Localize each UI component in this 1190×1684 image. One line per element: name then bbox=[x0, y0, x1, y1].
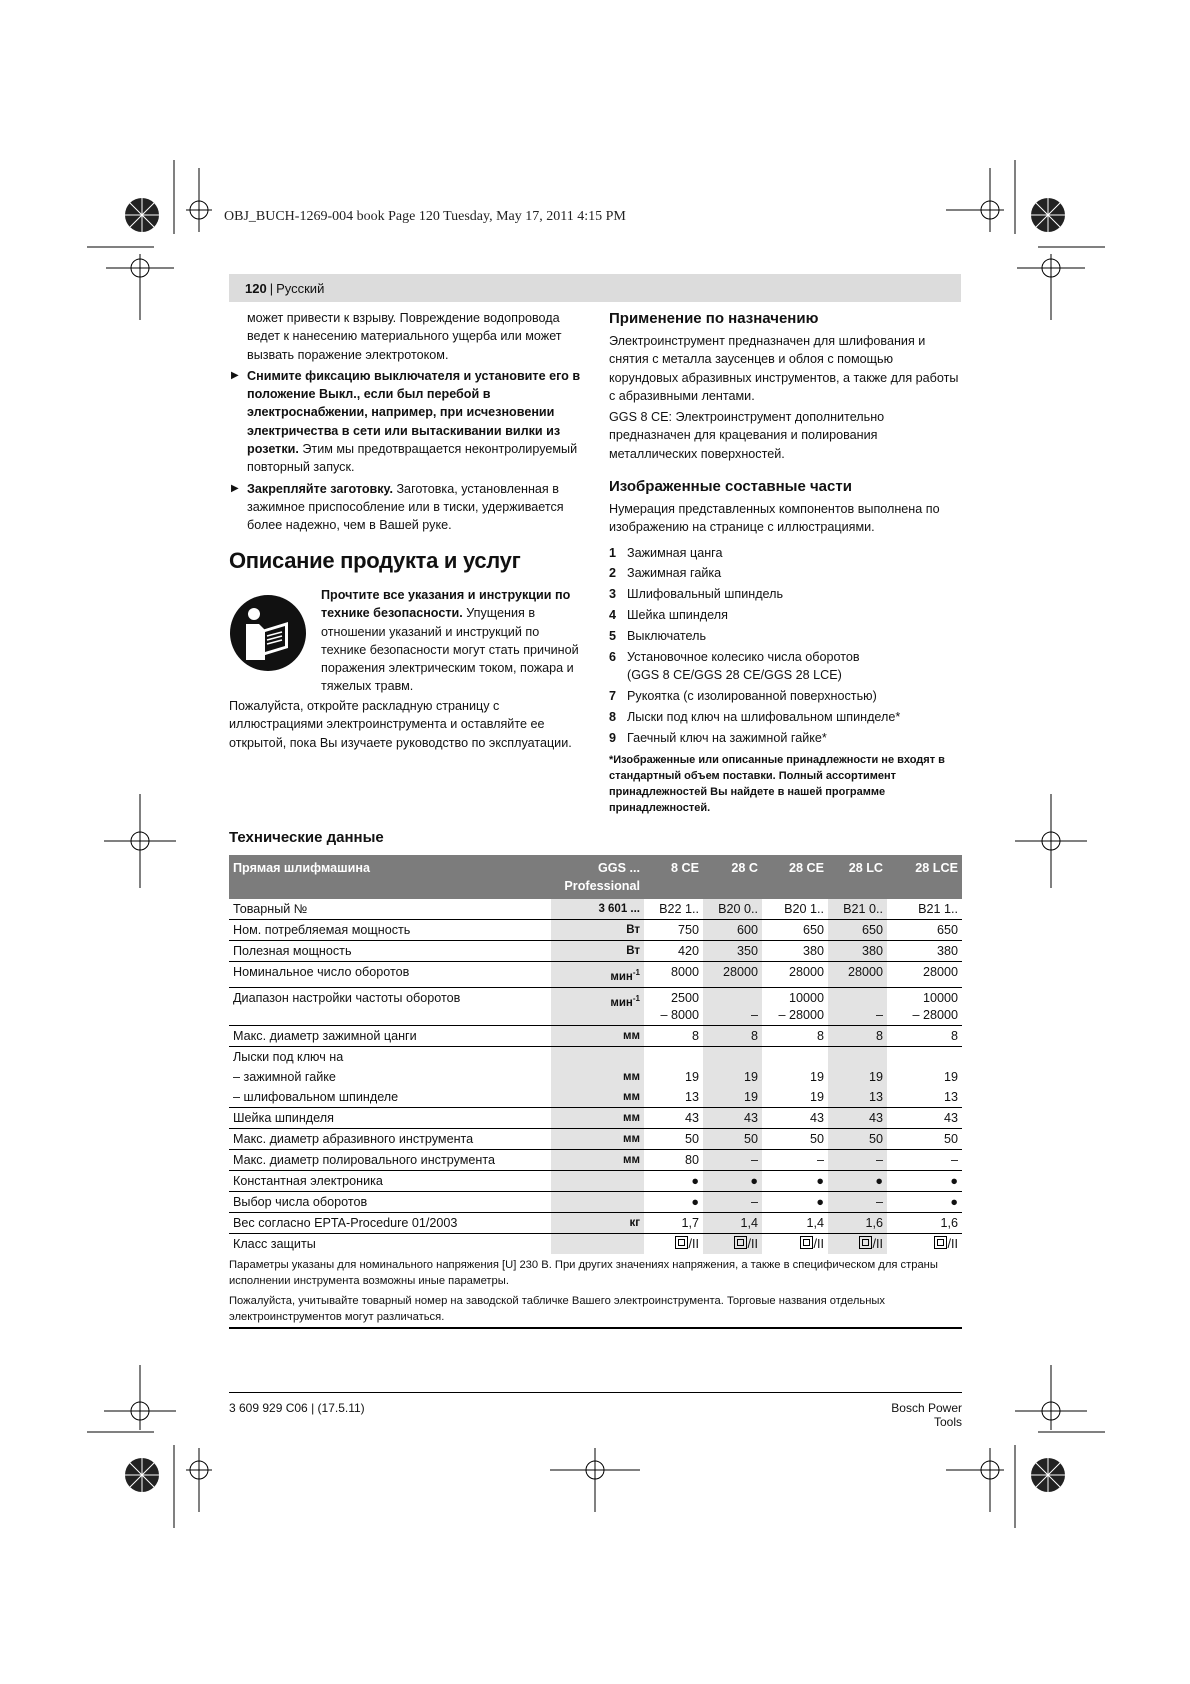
tech-header-label: Прямая шлифмашина bbox=[229, 855, 551, 899]
tech-header-model: 28 LC bbox=[828, 855, 887, 899]
tech-row-unit bbox=[551, 962, 644, 988]
tech-value: 750 bbox=[644, 920, 703, 941]
component-label: Гаечный ключ на зажимной гайке* bbox=[627, 731, 827, 746]
tech-header-model: 28 LCE bbox=[887, 855, 962, 899]
tech-value bbox=[644, 1233, 703, 1254]
tech-value: 650 bbox=[762, 920, 828, 941]
tech-value: 50 bbox=[887, 1128, 962, 1149]
tech-value: – bbox=[703, 1191, 762, 1212]
tech-unit-exponent: -1 bbox=[632, 993, 640, 1003]
tech-row bbox=[229, 1067, 962, 1087]
tech-value bbox=[828, 1046, 887, 1067]
tech-row-unit bbox=[551, 1107, 644, 1128]
tech-value-text: 10000 bbox=[788, 990, 824, 1005]
tech-note-article-number: Пожалуйста, учитывайте товарный номер на заводской табличке Вашего электроинструмента. Торговые названия отдельных электроинструментов могут различаться. bbox=[229, 1295, 886, 1323]
tech-row bbox=[229, 962, 962, 988]
components-intro: Нумерация представленных компонентов выполнена по изображению на странице с иллюстрациями. bbox=[609, 502, 940, 535]
tech-row bbox=[229, 1170, 962, 1191]
intro-text: может привести к взрыву. Повреждение водопровода ведет к нанесению материального ущерба или может вызвать поражение электротоком. bbox=[247, 311, 562, 362]
tech-row-unit bbox=[551, 1233, 644, 1254]
component-item bbox=[609, 686, 963, 707]
tech-value: 380 bbox=[762, 941, 828, 962]
component-number: 4 bbox=[609, 608, 617, 623]
tech-table-header bbox=[229, 855, 962, 899]
tech-value-text-2: – 28000 bbox=[778, 1007, 824, 1022]
tech-value: ● bbox=[762, 1191, 828, 1212]
tech-value: ● bbox=[703, 1170, 762, 1191]
component-number: 9 bbox=[609, 731, 617, 746]
tech-value: – bbox=[703, 1149, 762, 1170]
tech-row-unit bbox=[551, 1212, 644, 1233]
component-label: Зажимная гайка bbox=[627, 566, 722, 581]
tech-row-label: Выбор числа оборотов bbox=[229, 1191, 551, 1212]
fold-out-page-note: Пожалуйста, откройте раскладную страницу с иллюстрациями электроинструмента и оставляйте ее открытой, пока Вы изучаете руководство по эксплуатации. bbox=[229, 699, 572, 750]
component-label: Шейка шпинделя bbox=[627, 608, 728, 623]
component-label: Зажимная цанга bbox=[627, 545, 723, 560]
tech-header-model: 28 C bbox=[703, 855, 762, 899]
tech-value: 28000 bbox=[703, 962, 762, 988]
tech-data-table bbox=[229, 855, 962, 1254]
component-item bbox=[609, 584, 963, 605]
tech-row-unit bbox=[551, 899, 644, 920]
tech-unit-text: 3 601 ... bbox=[598, 903, 640, 915]
tech-value: – bbox=[828, 1149, 887, 1170]
tech-value-text-2: – 8000 bbox=[660, 1007, 699, 1022]
protection-class-icon bbox=[859, 1236, 872, 1249]
tech-value: B21 0.. bbox=[828, 899, 887, 920]
tech-value: 28000 bbox=[887, 962, 962, 988]
tech-value: 380 bbox=[828, 941, 887, 962]
tech-value: 1,7 bbox=[644, 1212, 703, 1233]
tech-value: 8000 bbox=[644, 962, 703, 988]
language-label: Русский bbox=[276, 281, 325, 296]
section-title: Описание продукта и услуг bbox=[229, 548, 521, 573]
component-item bbox=[609, 707, 963, 728]
tech-value-text: 2500 bbox=[670, 990, 699, 1005]
read-manual-icon bbox=[229, 594, 307, 672]
tech-row bbox=[229, 987, 962, 1025]
tech-unit-text: мм bbox=[622, 1070, 640, 1083]
tech-value: 8 bbox=[887, 1025, 962, 1046]
tech-row bbox=[229, 1046, 962, 1067]
footer-rule bbox=[229, 1392, 962, 1393]
tech-value-text: /II bbox=[747, 1236, 758, 1251]
tech-value-text: /II bbox=[872, 1236, 883, 1251]
tech-note-voltage: Параметры указаны для номинального напряжения [U] 230 В. При других значениях напряжения, а также в специфическом для страны исполнении инструмента возможны иные параметры. bbox=[229, 1259, 938, 1287]
tech-row-label: Лыски под ключ на bbox=[233, 1049, 344, 1064]
tech-value bbox=[703, 1233, 762, 1254]
left-column bbox=[229, 309, 581, 535]
tech-unit-text: мин bbox=[610, 970, 633, 983]
tech-row-label: Полезная мощность bbox=[229, 941, 551, 962]
tech-value: B20 0.. bbox=[703, 899, 762, 920]
tech-row bbox=[229, 1025, 962, 1046]
tech-value: 13 bbox=[887, 1087, 962, 1108]
safety-warning-text: Упущения в отношении указаний и инструкций по технике безопасности могут стать причиной поражения электрическим током, пожара и тяжелых травм. bbox=[321, 606, 579, 694]
tech-value: ● bbox=[887, 1191, 962, 1212]
tech-row-unit bbox=[551, 1025, 644, 1046]
tech-value bbox=[828, 987, 887, 1025]
tech-value bbox=[762, 1233, 828, 1254]
tech-row-label: – шлифовальном шпинделе bbox=[229, 1087, 551, 1108]
tech-value-text-2: – bbox=[875, 1007, 883, 1022]
tech-value: 19 bbox=[703, 1067, 762, 1087]
tech-row-label: Ном. потребляемая мощность bbox=[229, 920, 551, 941]
bullet-workpiece-bold: Закрепляйте заготовку. bbox=[247, 481, 393, 496]
tech-value: 28000 bbox=[828, 962, 887, 988]
safety-warning-bold: Прочтите все указания и инструкции по технике безопасности. bbox=[321, 588, 571, 621]
tech-value: ● bbox=[828, 1170, 887, 1191]
tech-notes bbox=[229, 1257, 962, 1329]
tech-value: 8 bbox=[762, 1025, 828, 1046]
tech-row-unit bbox=[551, 1067, 644, 1087]
tech-value: ● bbox=[887, 1170, 962, 1191]
tech-data-title: Технические данные bbox=[229, 829, 384, 846]
protection-class-icon bbox=[734, 1236, 747, 1249]
tech-header-series: GGS ... bbox=[598, 861, 640, 875]
tech-value: 43 bbox=[828, 1107, 887, 1128]
tech-value bbox=[828, 1233, 887, 1254]
tech-value: 19 bbox=[684, 1069, 699, 1084]
page-number: 120 bbox=[245, 281, 267, 296]
bullet-arrow-icon: ▶ bbox=[231, 369, 239, 381]
tech-row-unit bbox=[551, 941, 644, 962]
tech-value: B20 1.. bbox=[762, 899, 828, 920]
tech-value: 19 bbox=[762, 1087, 828, 1108]
bullet-switch-text: Этим мы предотвращается неконтролируемый повторный запуск. bbox=[247, 442, 578, 475]
tech-value: 19 bbox=[828, 1067, 887, 1087]
tech-value: 19 bbox=[943, 1069, 958, 1084]
tech-value-text: /II bbox=[947, 1236, 958, 1251]
tech-unit-text: Вт bbox=[626, 924, 640, 936]
tech-value: 43 bbox=[703, 1107, 762, 1128]
tech-value: 19 bbox=[703, 1087, 762, 1108]
tech-value bbox=[703, 987, 762, 1025]
tech-row-label: Товарный № bbox=[229, 899, 551, 920]
tech-value: 50 bbox=[762, 1128, 828, 1149]
tech-value-text-2: – bbox=[750, 1007, 758, 1022]
bullet-arrow-icon: ▶ bbox=[231, 482, 239, 494]
tech-header-unit bbox=[551, 855, 644, 899]
tech-row bbox=[229, 1191, 962, 1212]
footer-brand: Bosch Power Tools bbox=[891, 1401, 962, 1429]
tech-value: 420 bbox=[644, 941, 703, 962]
tech-value-text: /II bbox=[813, 1236, 824, 1251]
tech-row bbox=[229, 1087, 962, 1108]
component-number: 1 bbox=[609, 545, 617, 560]
tech-row-unit bbox=[551, 1128, 644, 1149]
tech-notes-rule bbox=[229, 1327, 962, 1329]
protection-class-icon bbox=[800, 1236, 813, 1249]
tech-value bbox=[703, 1046, 762, 1067]
tech-value: 1,6 bbox=[828, 1212, 887, 1233]
print-slug: OBJ_BUCH-1269-004 book Page 120 Tuesday, May 17, 2011 4:15 PM bbox=[224, 209, 626, 224]
intended-use-title: Применение по назначению bbox=[609, 310, 819, 327]
tech-unit-text: кг bbox=[629, 1216, 640, 1229]
tech-value bbox=[644, 987, 703, 1025]
tech-row-label: Макс. диаметр полировального инструмента bbox=[229, 1149, 551, 1170]
tech-value: 13 bbox=[828, 1087, 887, 1108]
tech-value: 28000 bbox=[762, 962, 828, 988]
accessories-footnote: *Изображенные или описанные принадлежности не входят в стандартный объем поставки. Полный ассортимент принадлежностей Вы найдете в нашей программе принадлежностей. bbox=[609, 753, 945, 814]
tech-value: 8 bbox=[644, 1025, 703, 1046]
tech-row bbox=[229, 1107, 962, 1128]
tech-value-text: /II bbox=[688, 1236, 699, 1251]
tech-value bbox=[887, 1233, 962, 1254]
tech-row-unit bbox=[551, 1087, 644, 1108]
component-sublabel: (GGS 8 CE/GGS 28 CE/GGS 28 LCE) bbox=[627, 668, 842, 683]
tech-value: B21 1.. bbox=[887, 899, 962, 920]
component-label: Выключатель bbox=[627, 628, 707, 643]
page-number-label bbox=[245, 281, 324, 296]
tech-value: 1,4 bbox=[762, 1212, 828, 1233]
bullet-switch bbox=[229, 367, 581, 477]
tech-row bbox=[229, 899, 962, 920]
component-item bbox=[609, 543, 963, 564]
header-separator: | bbox=[269, 281, 274, 296]
component-item bbox=[609, 563, 963, 584]
tech-row-label: Вес согласно EPTA-Procedure 01/2003 bbox=[229, 1212, 551, 1233]
tech-value: 80 bbox=[644, 1149, 703, 1170]
tech-value: B22 1.. bbox=[644, 899, 703, 920]
component-label: Установочное колесико числа оборотов bbox=[627, 649, 860, 664]
tech-value: 50 bbox=[644, 1128, 703, 1149]
tech-row-label: Константная электроника bbox=[229, 1170, 551, 1191]
tech-value: 1,4 bbox=[703, 1212, 762, 1233]
tech-value: 350 bbox=[703, 941, 762, 962]
component-number: 5 bbox=[609, 628, 617, 643]
tech-value: – bbox=[762, 1149, 828, 1170]
tech-row-label: – зажимной гайке bbox=[233, 1069, 336, 1084]
component-label: Лыски под ключ на шлифовальном шпинделе* bbox=[627, 710, 901, 725]
right-column bbox=[609, 309, 963, 816]
bullet-workpiece bbox=[229, 480, 581, 535]
tech-value: 50 bbox=[828, 1128, 887, 1149]
tech-header-model: 8 CE bbox=[644, 855, 703, 899]
tech-header-model: 28 CE bbox=[762, 855, 828, 899]
intended-use-text-2: GGS 8 CE: Электроинструмент дополнительно предназначен для крацевания и полирования металлических поверхностей. bbox=[609, 410, 885, 461]
tech-unit-exponent: -1 bbox=[632, 968, 640, 977]
tech-header-professional: Professional bbox=[564, 879, 640, 893]
tech-value: 50 bbox=[703, 1128, 762, 1149]
tech-value: 1,6 bbox=[887, 1212, 962, 1233]
tech-unit-text: мм bbox=[622, 1090, 640, 1103]
component-item bbox=[609, 647, 963, 684]
tech-value: 380 bbox=[887, 941, 962, 962]
tech-unit-text: Вт bbox=[626, 945, 640, 957]
tech-value: 13 bbox=[644, 1087, 703, 1108]
tech-row-unit bbox=[551, 920, 644, 941]
components-list bbox=[609, 543, 963, 749]
tech-row-label: Шейка шпинделя bbox=[229, 1107, 551, 1128]
tech-value-text-2: – 28000 bbox=[912, 1007, 958, 1022]
tech-row-unit bbox=[551, 1170, 644, 1191]
tech-value bbox=[644, 1046, 703, 1067]
tech-value: ● bbox=[762, 1170, 828, 1191]
tech-value-text: 10000 bbox=[922, 990, 958, 1005]
tech-value: – bbox=[887, 1149, 962, 1170]
protection-class-icon bbox=[934, 1236, 947, 1249]
tech-row-label: Номинальное число оборотов bbox=[229, 962, 551, 988]
bullet-switch-bold: Снимите фиксацию выключателя и установите его в положение Выкл., если был перебой в электроснабжении, например, при исчезновении электричества в сети или вытаскивании вилки из розетки. bbox=[247, 368, 581, 457]
tech-value: ● bbox=[644, 1191, 703, 1212]
component-label: Шлифовальный шпиндель bbox=[627, 587, 784, 602]
tech-value: 19 bbox=[809, 1069, 824, 1084]
tech-row-label: Класс защиты bbox=[233, 1236, 316, 1251]
component-item bbox=[609, 605, 963, 626]
tech-row-unit bbox=[551, 1149, 644, 1170]
tech-row bbox=[229, 941, 962, 962]
tech-row bbox=[229, 1149, 962, 1170]
tech-value: 600 bbox=[703, 920, 762, 941]
tech-row-unit bbox=[551, 1046, 644, 1067]
tech-value: 8 bbox=[703, 1025, 762, 1046]
footer-doc-number: 3 609 929 C06 | (17.5.11) bbox=[229, 1401, 365, 1415]
page-header bbox=[229, 274, 961, 302]
component-number: 3 bbox=[609, 587, 617, 602]
tech-row-label: Макс. диаметр абразивного инструмента bbox=[229, 1128, 551, 1149]
tech-row-label: Диапазон настройки частоты оборотов bbox=[229, 987, 551, 1025]
tech-value: 43 bbox=[644, 1107, 703, 1128]
tech-value bbox=[887, 1046, 962, 1067]
components-title: Изображенные составные части bbox=[609, 478, 852, 496]
tech-value: 8 bbox=[828, 1025, 887, 1046]
bullet-workpiece-text: Заготовка, установленная в зажимное приспособление или в тиски, удерживается более надежно, чем в Вашей руке. bbox=[247, 481, 564, 533]
component-number: 6 bbox=[609, 649, 617, 664]
tech-row-unit bbox=[551, 987, 644, 1025]
tech-value: 650 bbox=[828, 920, 887, 941]
tech-table-body bbox=[229, 899, 962, 1254]
component-number: 2 bbox=[609, 566, 617, 581]
tech-value bbox=[762, 987, 828, 1025]
tech-unit-text: мин bbox=[610, 996, 633, 1009]
component-number: 7 bbox=[609, 689, 617, 704]
tech-row bbox=[229, 1212, 962, 1233]
tech-value: ● bbox=[644, 1170, 703, 1191]
tech-row bbox=[229, 920, 962, 941]
tech-value: 650 bbox=[887, 920, 962, 941]
tech-value: – bbox=[828, 1191, 887, 1212]
component-item bbox=[609, 728, 963, 749]
tech-value: 43 bbox=[762, 1107, 828, 1128]
tech-unit-text: мм bbox=[622, 1132, 640, 1145]
protection-class-icon bbox=[675, 1236, 688, 1249]
tech-row bbox=[229, 1128, 962, 1149]
tech-unit-text: мм bbox=[622, 1153, 640, 1166]
component-number: 8 bbox=[609, 710, 617, 725]
tech-row bbox=[229, 1233, 962, 1254]
tech-value: 43 bbox=[887, 1107, 962, 1128]
tech-value bbox=[762, 1046, 828, 1067]
tech-row-label: Макс. диаметр зажимной цанги bbox=[229, 1025, 551, 1046]
tech-unit-text: мм bbox=[622, 1029, 640, 1042]
tech-row-unit bbox=[551, 1191, 644, 1212]
intended-use-text: Электроинструмент предназначен для шлифования и снятия с металла заусенцев и облоя с помощью корундовых абразивных инструментов, а также для работы с абразивными лентами. bbox=[609, 334, 959, 403]
component-item bbox=[609, 626, 963, 647]
safety-warning bbox=[321, 586, 583, 696]
tech-value bbox=[887, 987, 962, 1025]
component-label: Рукоятка (с изолированной поверхностью) bbox=[627, 689, 877, 704]
tech-unit-text: мм bbox=[622, 1111, 640, 1124]
